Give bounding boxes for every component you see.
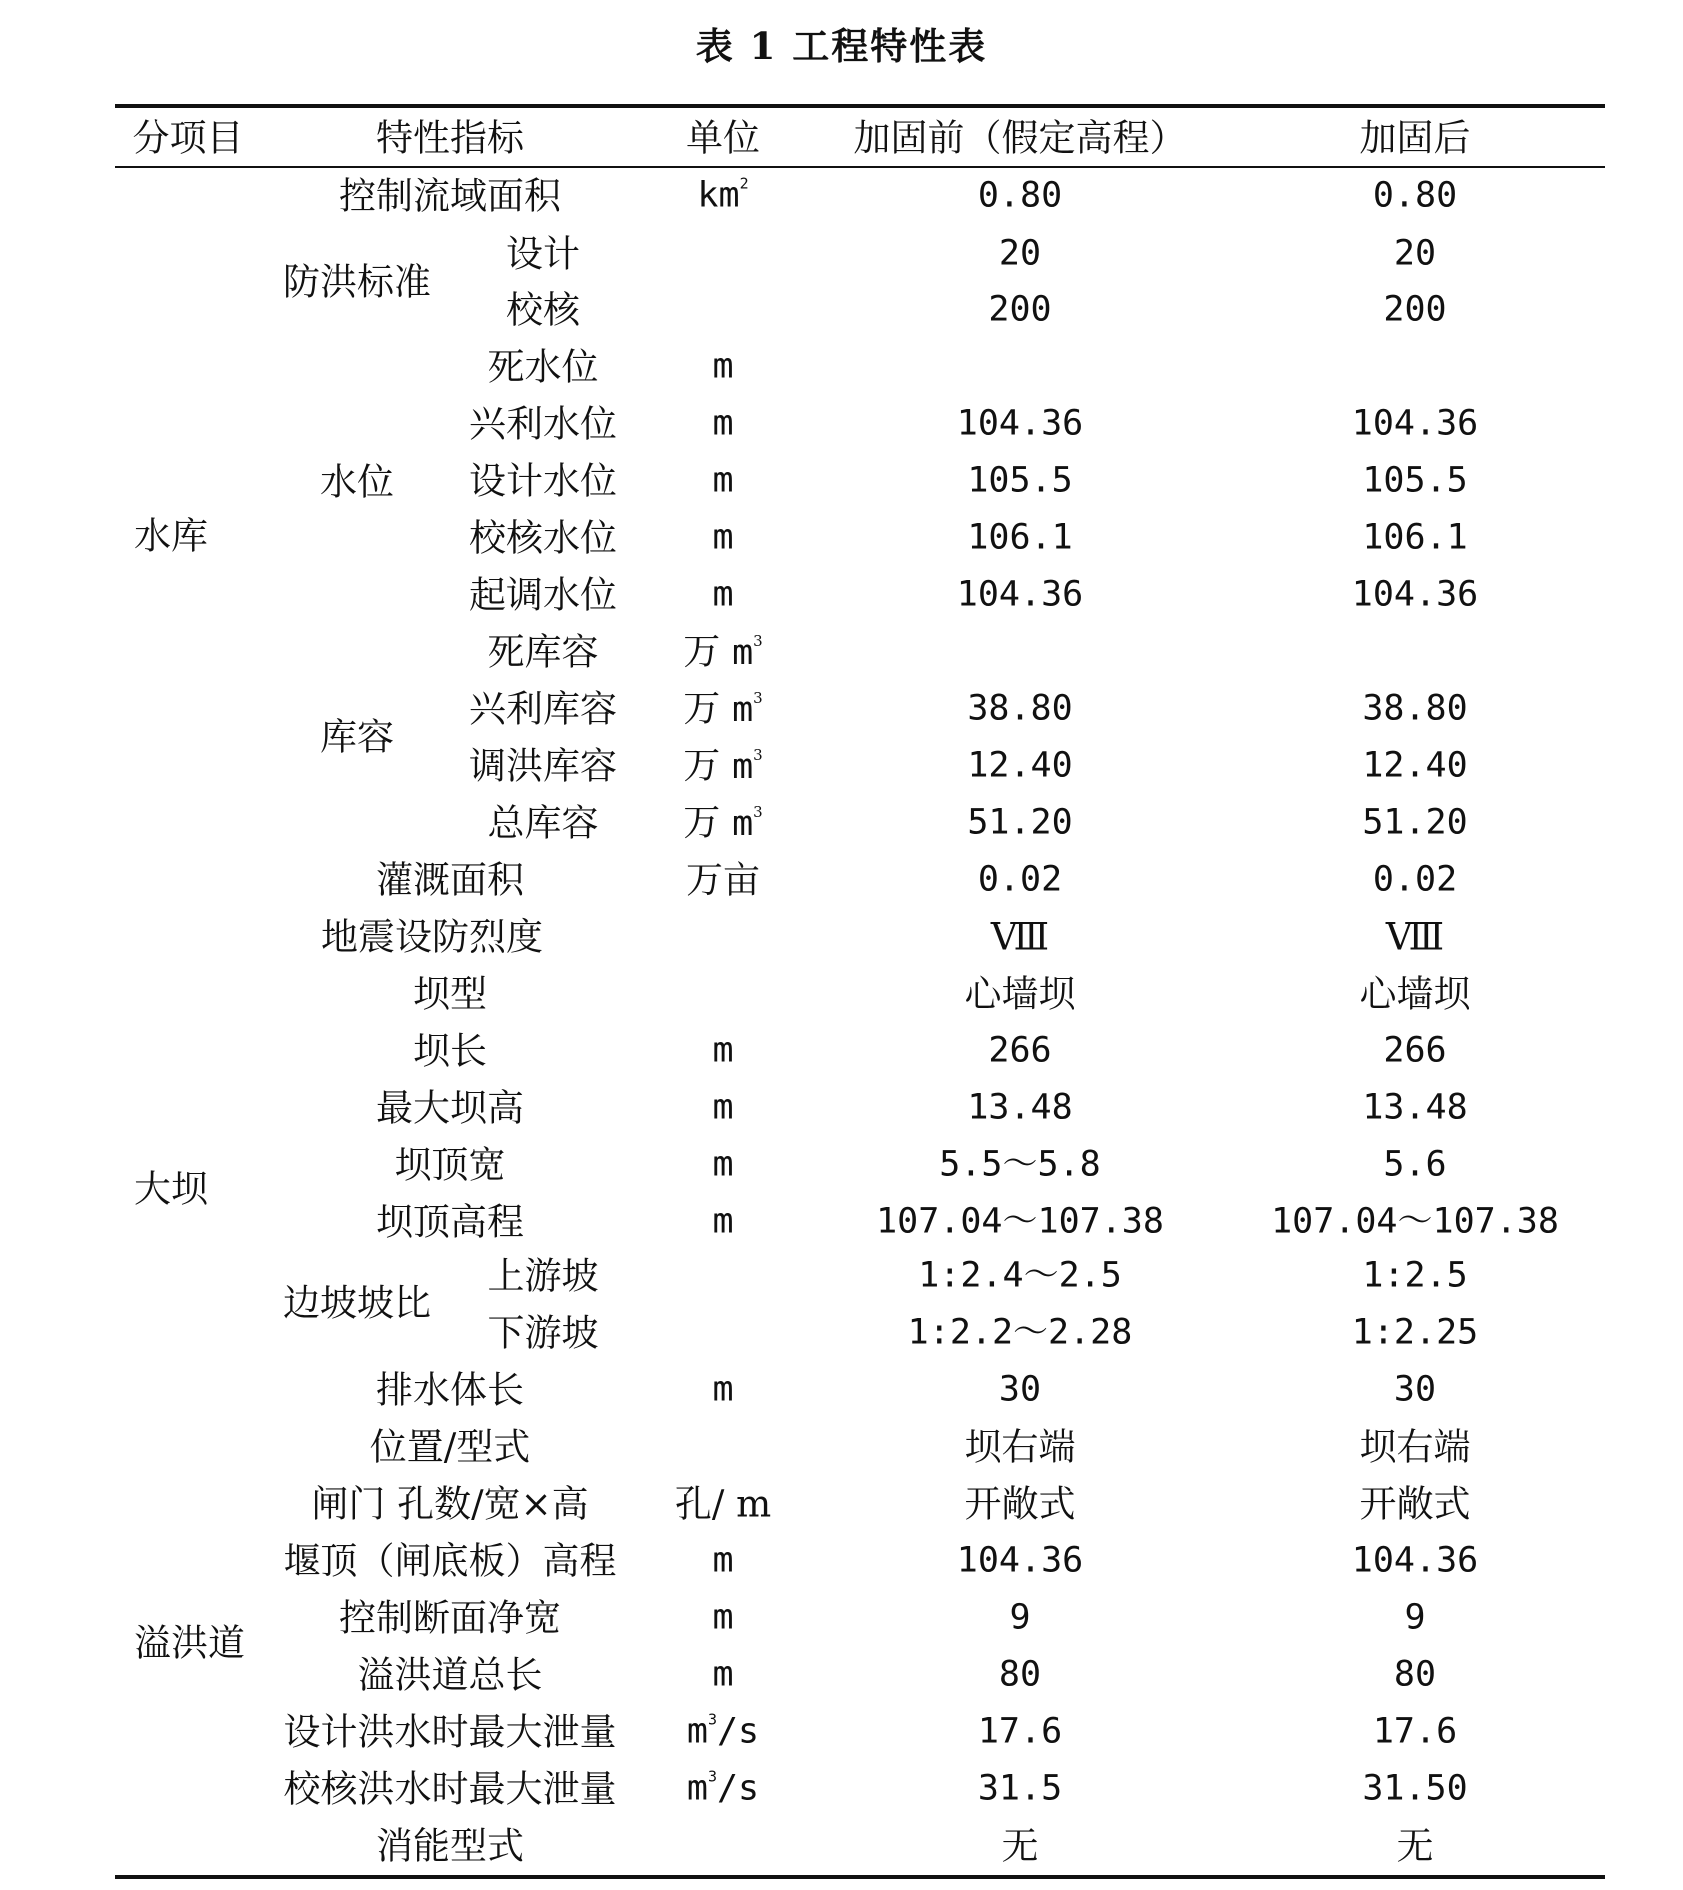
row-after: 104.36: [1351, 574, 1479, 615]
row-label: 兴利库容: [469, 687, 617, 731]
row-unit: 万 $m^3$: [683, 630, 763, 673]
row-unit: 万 $m^3$: [683, 801, 763, 844]
header-after: 加固后: [1359, 116, 1471, 160]
row-after: 1:2.25: [1351, 1312, 1479, 1353]
row-unit: m: [712, 403, 734, 444]
row-before: 107.04～107.38: [876, 1201, 1164, 1242]
row-unit: m: [712, 1030, 734, 1071]
row-label: 地震设防烈度: [321, 915, 543, 959]
row-label: 灌溉面积: [376, 858, 524, 902]
row-after: 104.36: [1351, 403, 1479, 444]
row-label: 总库容: [487, 801, 599, 845]
top-rule: [115, 104, 1605, 108]
row-unit: m: [712, 1201, 734, 1242]
row-after: 坝右端: [1359, 1425, 1471, 1469]
row-unit: 万 $m^3$: [683, 687, 763, 730]
row-label: 溢洪道总长: [357, 1653, 543, 1697]
row-before: 104.36: [956, 403, 1084, 444]
row-after: 无: [1396, 1824, 1434, 1868]
row-label: 坝顶高程: [376, 1200, 524, 1244]
row-unit: m: [712, 1540, 734, 1581]
row-before: 12.40: [967, 745, 1073, 786]
row-unit: m: [712, 574, 734, 615]
row-after: 1:2.5: [1362, 1255, 1468, 1296]
row-label: 坝顶宽: [394, 1143, 506, 1187]
row-before: 30: [998, 1369, 1042, 1410]
row-label: 死水位: [487, 345, 599, 389]
row-before: Ⅷ: [990, 915, 1050, 959]
row-after: 200: [1383, 289, 1447, 330]
row-label: 消能型式: [376, 1824, 524, 1868]
row-after: 106.1: [1362, 517, 1468, 558]
row-before: 13.48: [967, 1087, 1073, 1128]
row-before: 104.36: [956, 1540, 1084, 1581]
header-rule: [115, 166, 1605, 168]
row-after: 30: [1393, 1369, 1437, 1410]
row-label: 控制断面净宽: [339, 1596, 561, 1640]
header-before: 加固前（假定高程）: [853, 116, 1187, 160]
category-spillway: 溢洪道: [134, 1621, 245, 1665]
row-before: 开敞式: [964, 1482, 1076, 1526]
row-unit: m: [712, 460, 734, 501]
row-label: 设计洪水时最大泄量: [283, 1710, 617, 1754]
row-after: 105.5: [1362, 460, 1468, 501]
row-after: 0.80: [1372, 175, 1458, 216]
row-unit: 孔/ m: [674, 1482, 772, 1526]
row-label: 死库容: [487, 630, 599, 674]
row-after: Ⅷ: [1385, 915, 1445, 959]
row-after: 51.20: [1362, 802, 1468, 843]
row-unit: 万 $m^3$: [683, 744, 763, 787]
row-label: 设计: [506, 232, 580, 276]
row-label: 下游坡: [487, 1311, 599, 1355]
row-after: 20: [1393, 233, 1437, 274]
row-unit: $m^3/s$: [686, 1767, 760, 1809]
row-before: 105.5: [967, 460, 1073, 501]
row-unit: m: [712, 1144, 734, 1185]
header-unit: 单位: [686, 116, 760, 160]
row-after: 266: [1383, 1030, 1447, 1071]
group-slope-ratio: 边坡坡比: [283, 1281, 431, 1325]
group-storage: 库容: [320, 715, 394, 759]
row-before: 31.5: [977, 1768, 1063, 1809]
row-after: 104.36: [1351, 1540, 1479, 1581]
row-label: 控制流域面积: [339, 174, 561, 218]
row-unit: 万亩: [686, 858, 760, 902]
row-before: 0.80: [977, 175, 1063, 216]
row-label: 兴利水位: [469, 402, 617, 446]
row-after: 38.80: [1362, 688, 1468, 729]
row-label: 排水体长: [376, 1368, 524, 1412]
row-after: 107.04～107.38: [1271, 1201, 1559, 1242]
row-before: 20: [998, 233, 1042, 274]
row-label: 最大坝高: [376, 1086, 524, 1130]
row-label: 校核: [506, 288, 580, 332]
row-before: 104.36: [956, 574, 1084, 615]
row-unit: m: [712, 346, 734, 387]
row-label: 位置/型式: [369, 1425, 531, 1469]
row-after: 5.6: [1383, 1144, 1447, 1185]
row-before: 9: [1009, 1597, 1031, 1638]
row-label: 闸门 孔数/宽×高: [311, 1482, 589, 1526]
row-label: 坝长: [413, 1029, 487, 1073]
table-title: 表 1 工程特性表: [695, 24, 988, 68]
row-before: 坝右端: [964, 1425, 1076, 1469]
row-label: 坝型: [413, 972, 487, 1016]
group-water-level: 水位: [320, 460, 394, 504]
row-after: 12.40: [1362, 745, 1468, 786]
row-label: 设计水位: [469, 459, 617, 503]
header-category: 分项目: [132, 116, 244, 160]
row-unit: $m^3/s$: [686, 1710, 760, 1752]
row-before: 51.20: [967, 802, 1073, 843]
row-after: 心墙坝: [1359, 972, 1471, 1016]
row-label: 起调水位: [469, 573, 617, 617]
row-unit: m: [712, 1087, 734, 1128]
row-unit: m: [712, 1654, 734, 1695]
group-flood-standard: 防洪标准: [283, 260, 431, 304]
row-after: 0.02: [1372, 859, 1458, 900]
row-after: 开敞式: [1359, 1482, 1471, 1526]
row-after: 13.48: [1362, 1087, 1468, 1128]
bottom-rule: [115, 1875, 1605, 1879]
row-after: 17.6: [1372, 1711, 1458, 1752]
row-label: 堰顶（闸底板）高程: [283, 1539, 617, 1583]
row-before: 心墙坝: [964, 972, 1076, 1016]
row-unit: m: [712, 1597, 734, 1638]
row-after: 9: [1404, 1597, 1426, 1638]
row-before: 1:2.2～2.28: [907, 1312, 1133, 1353]
row-unit: m: [712, 1369, 734, 1410]
row-before: 1:2.4～2.5: [918, 1255, 1122, 1296]
category-reservoir: 水库: [134, 514, 208, 558]
row-before: 无: [1001, 1824, 1039, 1868]
row-before: 17.6: [977, 1711, 1063, 1752]
category-dam: 大坝: [134, 1167, 208, 1211]
row-before: 0.02: [977, 859, 1063, 900]
row-label: 上游坡: [487, 1254, 599, 1298]
row-label: 校核洪水时最大泄量: [283, 1767, 617, 1811]
row-before: 266: [988, 1030, 1052, 1071]
row-before: 80: [998, 1654, 1042, 1695]
row-before: 106.1: [967, 517, 1073, 558]
row-unit: m: [712, 517, 734, 558]
row-after: 80: [1393, 1654, 1437, 1695]
row-before: 5.5～5.8: [939, 1144, 1101, 1185]
header-indicator: 特性指标: [376, 116, 524, 160]
row-label: 校核水位: [469, 516, 617, 560]
row-unit: $km^2$: [697, 174, 749, 216]
row-label: 调洪库容: [469, 744, 617, 788]
row-before: 38.80: [967, 688, 1073, 729]
row-before: 200: [988, 289, 1052, 330]
row-after: 31.50: [1362, 1768, 1468, 1809]
